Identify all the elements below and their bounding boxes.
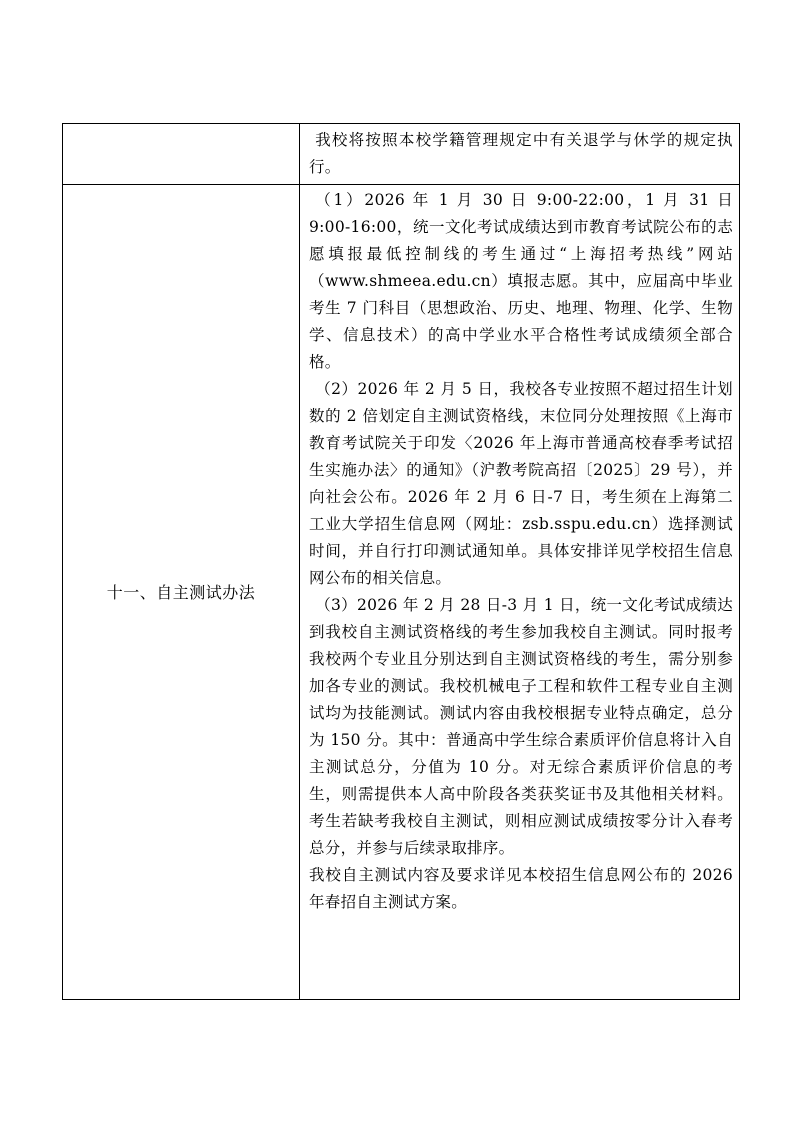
row-divider — [63, 184, 739, 185]
row2-label: 十一、自主测试办法 — [106, 583, 256, 602]
row1-content — [309, 127, 733, 181]
paragraph-4: 我校自主测试内容及要求详见本校招生信息网公布的 2026 年春招自主测试方案。 — [309, 866, 733, 911]
row2-content — [309, 187, 733, 916]
column-divider — [299, 124, 300, 999]
paragraph-3: （3）2026 年 2 月 28 日-3 月 1 日，统一文化考试成绩达到我校自主测试资格线的考生参加我校自主测试。同时报考我校两个专业且分别达到自主测试资格线的考生，需分别参加各专业的测试。我校机械电子工程和软件工程专业自主测试均为技能测试。测试内容由我校根据专业特点确定，总分为 150 分。其中：普通高中学生综合素质评价信息将计入自主测试总分，分值为 10 分。对无综合素质评价信息的考生，则需提供本人高中阶段各类获奖证书及其他相关材料。考生若缺考我校自主测试，则相应测试成绩按零分计入春考总分，并参与后续录取排序。 — [309, 596, 733, 857]
row1-text: 我校将按照本校学籍管理规定中有关退学与休学的规定执行。 — [309, 131, 733, 176]
paragraph-1: （1）2026 年 1 月 30 日 9:00-22:00，1 月 31 日 9:00-16:00，统一文化考试成绩达到市教育考试院公布的志愿填报最低控制线的考生通过“上海招考热线”网站（www.shmeea.edu.cn）填报志愿。其中，应届高中毕业考生 7 门科目（思想政治、历史、地理、物理、化学、生物学、信息技术）的高中学业水平合格性考试成绩须全部合格。 — [309, 191, 733, 371]
document-table — [62, 123, 740, 1000]
paragraph-2: （2）2026 年 2 月 5 日，我校各专业按照不超过招生计划数的 2 倍划定自主测试资格线，末位同分处理按照《上海市教育考试院关于印发〈2026 年上海市普通高校春季考试招生实施办法〉的通知》（沪教考院高招〔2025〕29 号），并向社会公布。2026 年 2 月 6 日-7 日，考生须在上海第二工业大学招生信息网（网址：zsb.sspu.edu.cn）选择测试时间，并自行打印测试通知单。具体安排详见学校招生信息网公布的相关信息。 — [309, 380, 733, 587]
